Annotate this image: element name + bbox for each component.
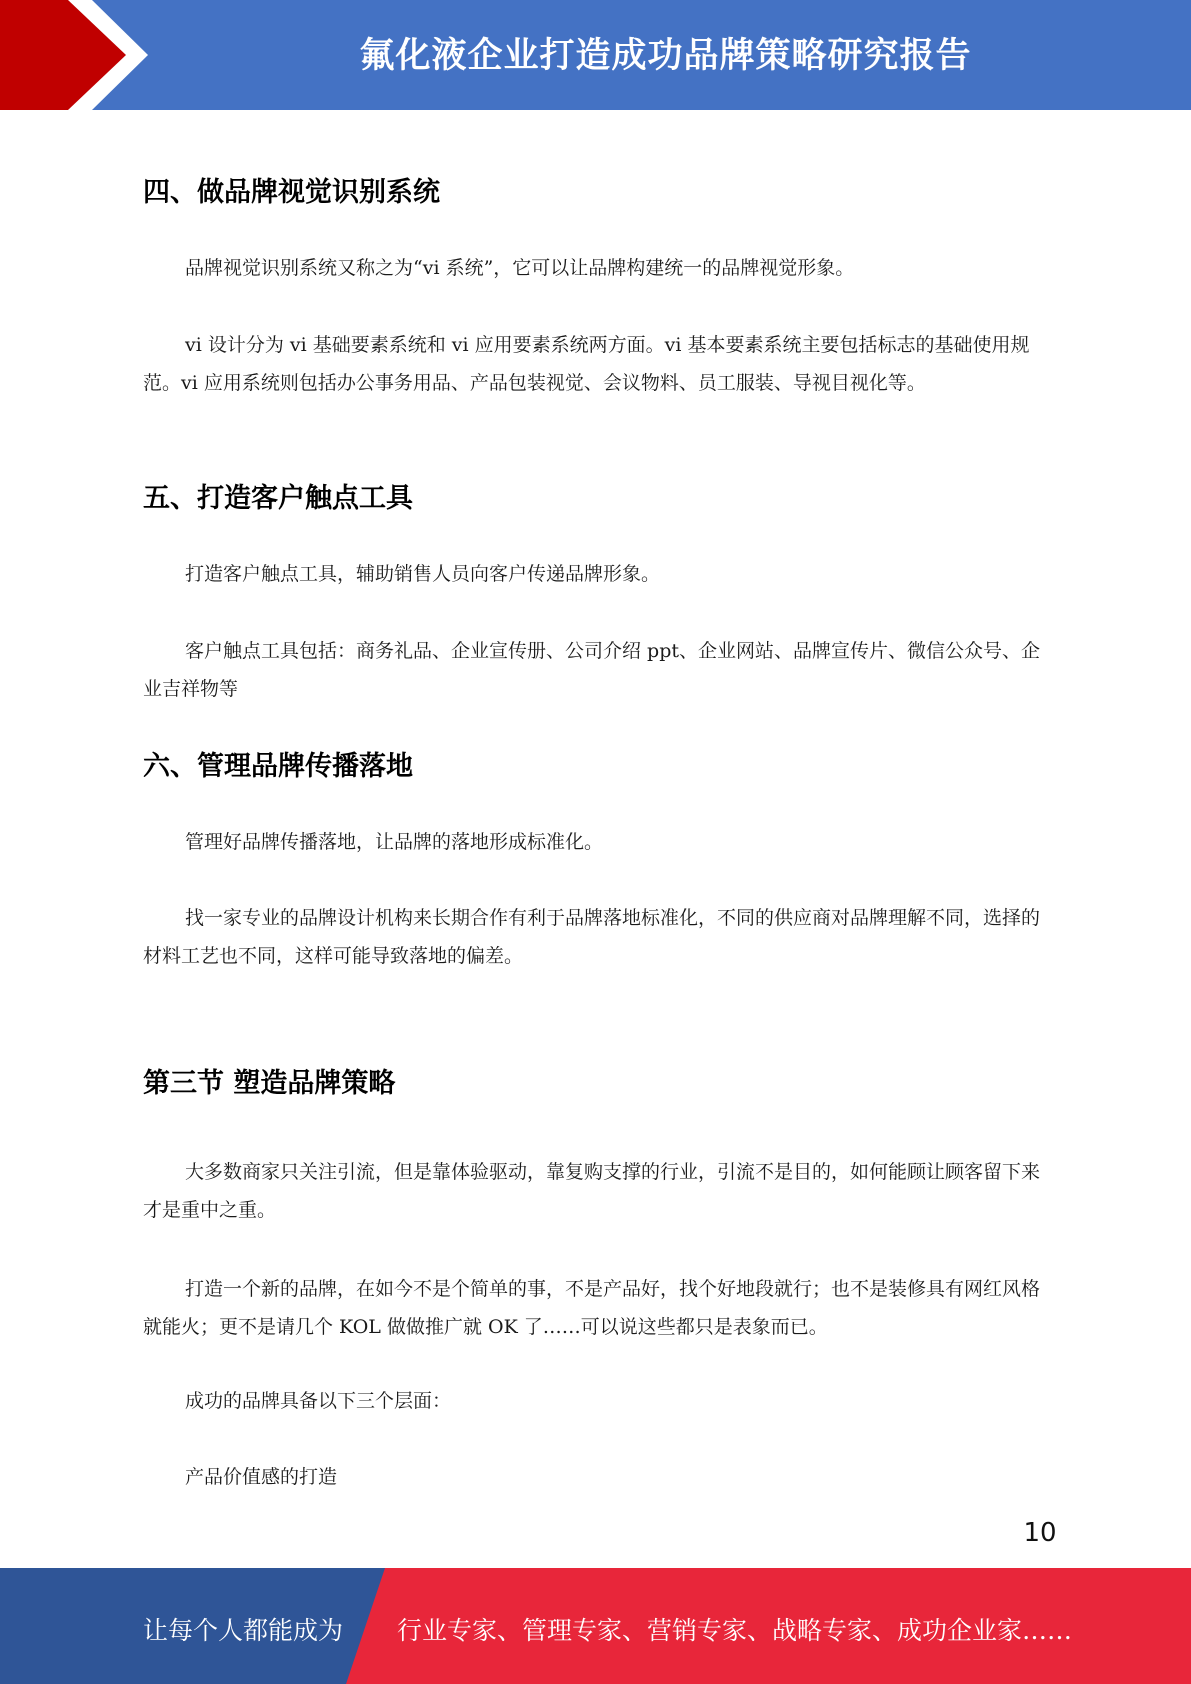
footer-slogan-right: 行业专家、管理专家、营销专家、战略专家、成功企业家…… <box>397 1616 1073 1645</box>
paragraph: 管理好品牌传播落地，让品牌的落地形成标准化。 <box>185 831 604 853</box>
header-title: 氟化液企业打造成功品牌策略研究报告 <box>359 36 972 76</box>
section-heading-6: 六、管理品牌传播落地 <box>143 751 413 782</box>
paragraph: 打造客户触点工具，辅助销售人员向客户传递品牌形象。 <box>185 563 661 585</box>
footer-banner <box>0 1568 1191 1684</box>
paragraph: 大多数商家只关注引流，但是靠体验驱动，靠复购支撑的行业，引流不是目的，如何能顾让顾客留下来才是重中之重。 <box>143 1161 1041 1221</box>
paragraph: 品牌视觉识别系统又称之为“vi 系统”，它可以让品牌构建统一的品牌视觉形象。 <box>185 257 855 279</box>
footer-slogan-left: 让每个人都能成为 <box>143 1616 344 1645</box>
paragraph: 打造一个新的品牌，在如今不是个简单的事，不是产品好，找个好地段就行；也不是装修具有网红风格就能火；更不是请几个 KOL 做做推广就 OK 了……可以说这些都只是表象而已。 <box>143 1278 1041 1338</box>
paragraph: vi 设计分为 vi 基础要素系统和 vi 应用要素系统两方面。vi 基本要素系统主要包括标志的基础使用规范。vi 应用系统则包括办公事务用品、产品包装视觉、会议物料、员工服装、导视目视化等。 <box>143 334 1030 394</box>
page-number: 10 <box>1023 1518 1057 1548</box>
paragraph: 产品价值感的打造 <box>185 1466 338 1488</box>
paragraph: 找一家专业的品牌设计机构来长期合作有利于品牌落地标准化，不同的供应商对品牌理解不同，选择的材料工艺也不同，这样可能导致落地的偏差。 <box>143 907 1041 967</box>
section-heading-4: 四、做品牌视觉识别系统 <box>143 177 440 208</box>
paragraph: 成功的品牌具备以下三个层面： <box>185 1390 452 1412</box>
header-banner <box>0 0 1191 110</box>
paragraph: 客户触点工具包括：商务礼品、企业宣传册、公司介绍 ppt、企业网站、品牌宣传片、微信公众号、企业吉祥物等 <box>143 640 1041 700</box>
chapter-section-heading: 第三节 塑造品牌策略 <box>143 1068 396 1099</box>
section-heading-5: 五、打造客户触点工具 <box>143 483 413 514</box>
